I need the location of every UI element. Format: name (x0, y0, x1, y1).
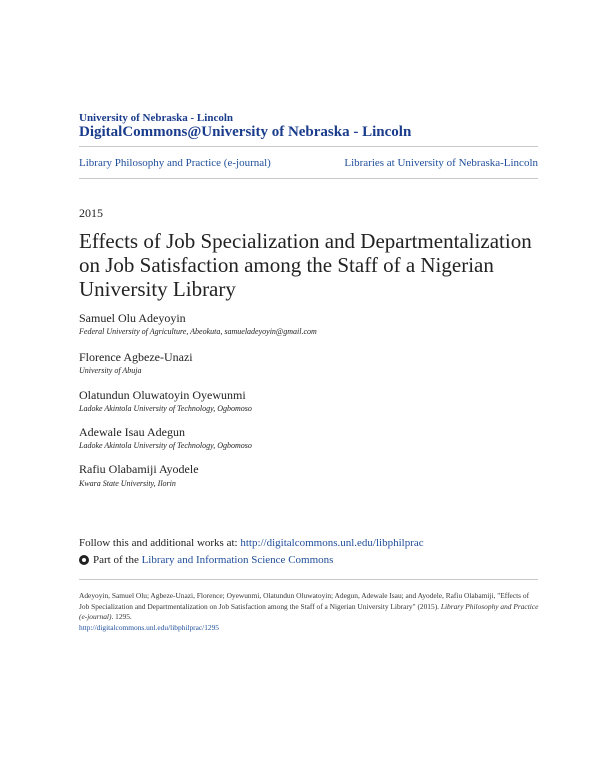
citation-block (79, 591, 539, 633)
author-affiliation: Ladoke Akintola University of Technology, Ogbomoso (79, 404, 252, 413)
libraries-link[interactable]: Libraries at University of Nebraska-Lincoln (344, 157, 538, 169)
author-affiliation: Kwara State University, Ilorin (79, 479, 176, 488)
author-name: Adewale Isau Adegun (79, 425, 185, 439)
follow-line (79, 537, 424, 549)
publication-year: 2015 (79, 206, 103, 220)
paper-title: Effects of Job Specialization and Departmentalization on Job Satisfaction among the Staff of a Nigerian University Library (79, 229, 532, 301)
commons-icon (79, 555, 89, 565)
citation-suffix: . 1295. (111, 612, 132, 621)
commons-link[interactable]: Library and Information Science Commons (141, 554, 334, 566)
author-name: Rafiu Olabamiji Ayodele (79, 462, 199, 476)
journal-link[interactable]: Library Philosophy and Practice (e-journal) (79, 157, 271, 169)
author-name: Samuel Olu Adeyoyin (79, 311, 186, 325)
author-affiliation: Ladoke Akintola University of Technology, Ogbomoso (79, 441, 252, 450)
follow-text: Follow this and additional works at: (79, 537, 241, 549)
author-name: Olatundun Oluwatoyin Oyewunmi (79, 388, 246, 402)
author-affiliation: Federal University of Agriculture, Abeokuta, samueladeyoyin@gmail.com (79, 327, 317, 336)
part-line (79, 554, 333, 566)
divider-top (79, 146, 538, 147)
citation-link[interactable]: http://digitalcommons.unl.edu/libphilprac/1295 (79, 622, 219, 632)
author-name: Florence Agbeze-Unazi (79, 350, 193, 364)
university-name[interactable]: University of Nebraska - Lincoln (79, 112, 233, 124)
repository-name[interactable]: DigitalCommons@University of Nebraska - Lincoln (79, 124, 412, 140)
author-affiliation: University of Abuja (79, 366, 142, 375)
divider-nav (79, 178, 538, 179)
citation-journal: Library Philosophy and Practice (e-journal) (79, 601, 539, 621)
divider-citation (79, 579, 538, 580)
citation-text: Adeyoyin, Samuel Olu; Agbeze-Unazi, Florence; Oyewunmi, Olatundun Oluwatoyin; Adegun, Adewale Isau; and Ayodele, Rafiu Olabamiji, "Effects of Job Specialization and Departmentalization on Job Satisfaction among the Staff of a Nigerian University Library" (2015). (79, 591, 530, 611)
follow-link[interactable]: http://digitalcommons.unl.edu/libphilprac (240, 537, 424, 549)
part-text: Part of the (93, 554, 139, 566)
